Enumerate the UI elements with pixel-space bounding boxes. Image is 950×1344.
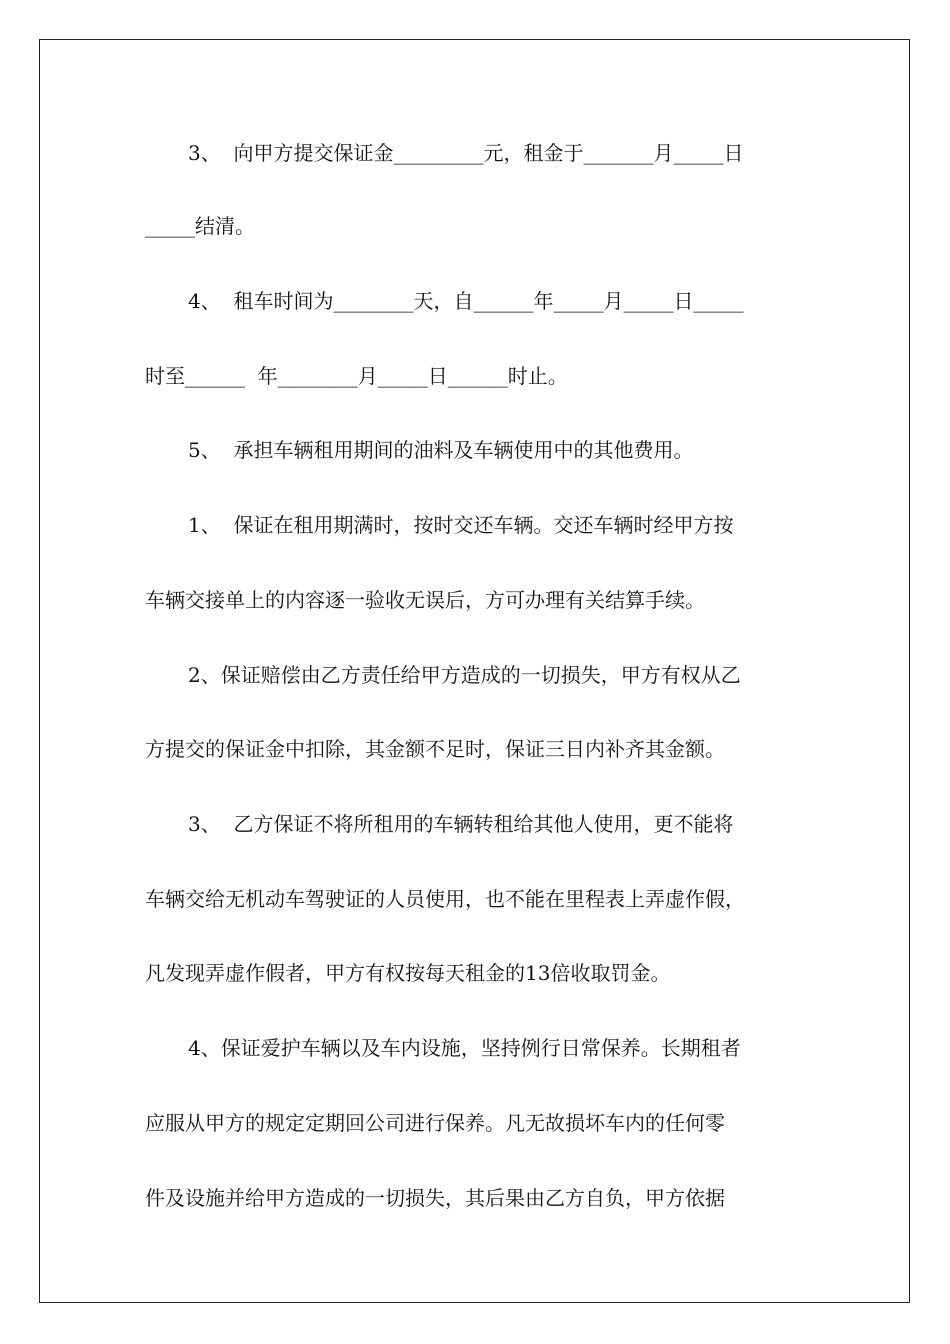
- obligation-2-line-2: 方提交的保证金中扣除，其金额不足时，保证三日内补齐其金额。: [145, 737, 725, 761]
- obligation-1-line-1: 1、 保证在租用期满时，按时交还车辆。交还车辆时经甲方按: [188, 513, 734, 537]
- obligation-2-line-1: 2、保证赔偿由乙方责任给甲方造成的一切损失，甲方有权从乙: [188, 663, 741, 687]
- obligation-4-line-3: 件及设施并给甲方造成的一切损失，其后果由乙方自负，甲方依据: [145, 1186, 725, 1210]
- clause-4-rental-period-line-2: 时至______ 年________月_____日______时止。: [145, 364, 568, 388]
- obligation-3-line-1: 3、 乙方保证不将所租用的车辆转租给其他人使用，更不能将: [188, 812, 734, 836]
- clause-4-rental-period-line-1: 4、 租车时间为________天，自______年_____月_____日_____: [188, 289, 744, 313]
- obligation-3-line-3: 凡发现弄虚作假者，甲方有权按每天租金的13倍收取罚金。: [145, 961, 671, 985]
- clause-3-deposit-line-2: _____结清。: [145, 214, 255, 238]
- obligation-1-line-2: 车辆交接单上的内容逐一验收无误后，方可办理有关结算手续。: [145, 588, 705, 612]
- clause-5-fuel-costs: 5、 承担车辆租用期间的油料及车辆使用中的其他费用。: [188, 438, 694, 462]
- obligation-4-line-1: 4、保证爱护车辆以及车内设施，坚持例行日常保养。长期租者: [188, 1036, 741, 1060]
- clause-3-deposit-line-1: 3、 向甲方提交保证金_________元，租金于_______月_____日: [188, 141, 744, 165]
- obligation-4-line-2: 应服从甲方的规定定期回公司进行保养。凡无故损坏车内的任何零: [145, 1111, 725, 1135]
- obligation-3-line-2: 车辆交给无机动车驾驶证的人员使用，也不能在里程表上弄虚作假，: [145, 887, 745, 911]
